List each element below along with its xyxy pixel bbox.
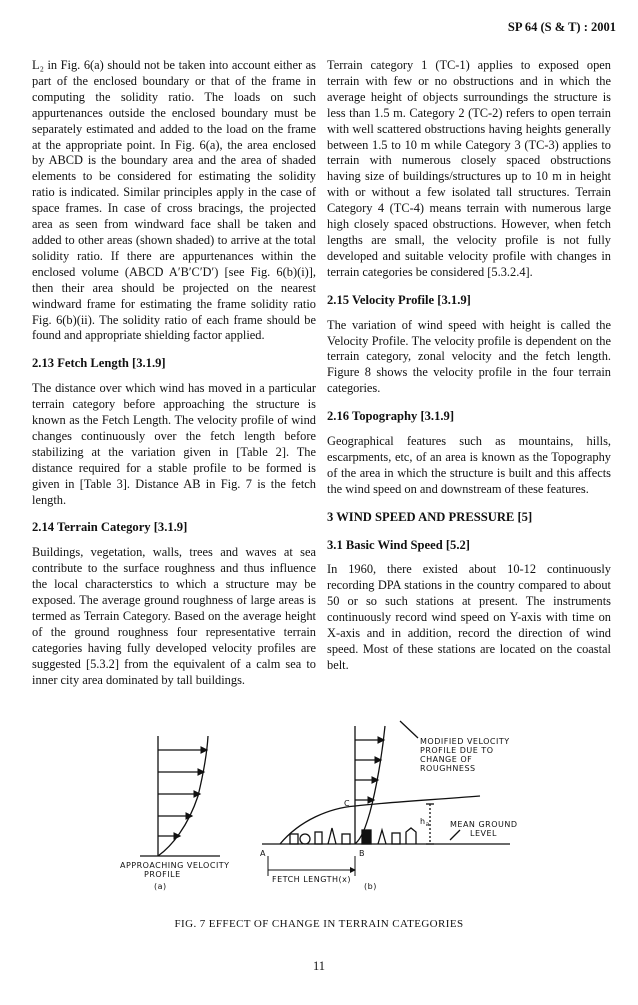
label-mean-2: LEVEL [470,829,497,838]
heading-fetch-length: 2.13 Fetch Length [3.1.9] [32,356,166,371]
heading-topography: 2.16 Topography [3.1.9] [327,409,455,424]
figure-caption: FIG. 7 EFFECT OF CHANGE IN TERRAIN CATEGORIES [174,918,464,930]
page-number: 11 [312,959,326,973]
label-point-a: A [260,849,266,858]
label-approach-2: PROFILE [144,870,181,879]
paragraph-basic-wind-speed: In 1960, there existed about 10-12 continuously recording DPA stations in the country compared to about 50 or so such stations at present. The instruments continuously record wind speed on Y-axis with time on X-axis and in addition, record the direction of wind speed. Most of these stations are located on the coastal belt. [327,562,611,672]
building-1 [290,834,298,844]
house-1 [406,828,416,844]
tree-1 [300,834,310,844]
paragraph-terrain-types: Terrain category 1 (TC-1) applies to exposed open terrain with few or no obstructions and in which the average height of objects surroundings the structure is less than 1.5 m. Category 2 (TC-2) refers to open terrain with well scattered obstructions having heights generally between 1.5 to 10 m while Category 3 (TC-3) applies to terrain with numerous closely spaced obstructions having size of buildings/structures up to 10 m in height with or without a few isolated tall structures. Terrain Category 4 (TC-4) means terrain with numerous large high closely spaced obstructions. However, when fetch lengths are small, the velocity profile is not fully developed and suitable velocity profile with changes in terrain categories be considered [5.3.2.4]. [327,58,611,279]
heading-terrain-category: 2.14 Terrain Category [3.1.9] [32,520,188,535]
left-column [32,58,316,698]
figure-7 [100,716,540,906]
heading-wind-speed-pressure: 3 WIND SPEED AND PRESSURE [5] [327,509,533,524]
label-h: $h_a$ [420,817,430,828]
label-fetch-length: FETCH LENGTH(x) [272,875,352,884]
label-modified-2: PROFILE DUE TO [420,746,494,755]
profile-curve-b [355,726,385,844]
label-modified-3: CHANGE OF [420,755,473,764]
tree-3 [378,830,386,844]
paragraph-velocity-profile: The variation of wind speed with height is called the Velocity Profile. The velocity profile is dependent on the terrain category, zonal velocity and the fetch length. Figure 8 shows the velocity profile in the four terrain categories. [327,317,611,396]
heading-velocity-profile: 2.15 Velocity Profile [3.1.9] [327,292,471,307]
right-column [327,58,611,683]
label-modified-1: MODIFIED VELOCITY [420,737,510,746]
label-mean-1: MEAN GROUND [450,820,518,829]
building-3 [342,834,350,844]
label-point-b: B [359,849,365,858]
label-modified-4: ROUGHNESS [420,764,476,773]
paragraph-terrain-category: Buildings, vegetation, walls, trees and waves at sea contribute to the surface roughness and thus influence the local characterstics to which a structure may be exposed. The average ground roughness of large areas is termed as Terrain Category. Based on the average height of the ground roughness four representative terrain categories having fully developed velocity profiles are suggested [5.3.2] from the equivalent of a calm sea to inner city area dominated by tall buildings. [32,545,316,687]
label-approach-1: APPROACHING VELOCITY [120,861,230,870]
approaching-profile [140,736,220,856]
building-4 [362,830,371,844]
building-5 [392,833,400,844]
label-b: (b) [364,882,377,891]
building-2 [315,832,322,844]
paragraph-solidity: L₂ in Fig. 6(a) should not be taken into account either as part of the enclosed boundary or that of the frame in computing the solidity ratio. The loads on such appurtenances outside the enclosed boundary must be separately estimated and added to the load on the frame at the appropriate point. In Fig. 6(a), the area enclosed by ABCD is the boundary area and the area of shaded elements to be considered for estimating the solidity ratio is indicated. Similar principles apply in the case of space frames. In case of cross bracings, the projected area as seen from windward face shall be taken and added to other areas (shown shaded) to arrive at the total solidity ratio. If there are appurtenances within the enclosed volume (ABCD A′B′C′D′) [see Fig. 6(b)(i)], then their area should be projected on the nearest windward frame for estimating the frame solidity ratio Fig. 6(b)(ii). The solidity ratio of each frame should be found and appropriate shielding factor applied. [32,58,316,343]
paragraph-topography: Geographical features such as mountains, hills, escarpments, etc, of an area is known as the Topography of the area in which the structure is built and this affects the wind speed on and downstream of these features. [327,434,611,496]
profile-curve-a [158,736,208,856]
heading-basic-wind-speed: 3.1 Basic Wind Speed [5.2] [327,537,470,552]
terrain-diagram [100,716,540,906]
label-a: (a) [154,882,167,891]
label-point-c: C [344,799,351,808]
tree-2 [328,828,336,844]
running-header: SP 64 (S & T) : 2001 [507,20,616,34]
paragraph-fetch-length: The distance over which wind has moved in a particular terrain category before approaching the structure is known as the Fetch Length. The velocity profile of wind changes continuously over the fetch length before stabilizing at the variation given in [Table 2]. The distance required for a stable profile to be formed is given in [Table 3]. Distance AB in Fig. 7 is the fetch length. [32,381,316,507]
